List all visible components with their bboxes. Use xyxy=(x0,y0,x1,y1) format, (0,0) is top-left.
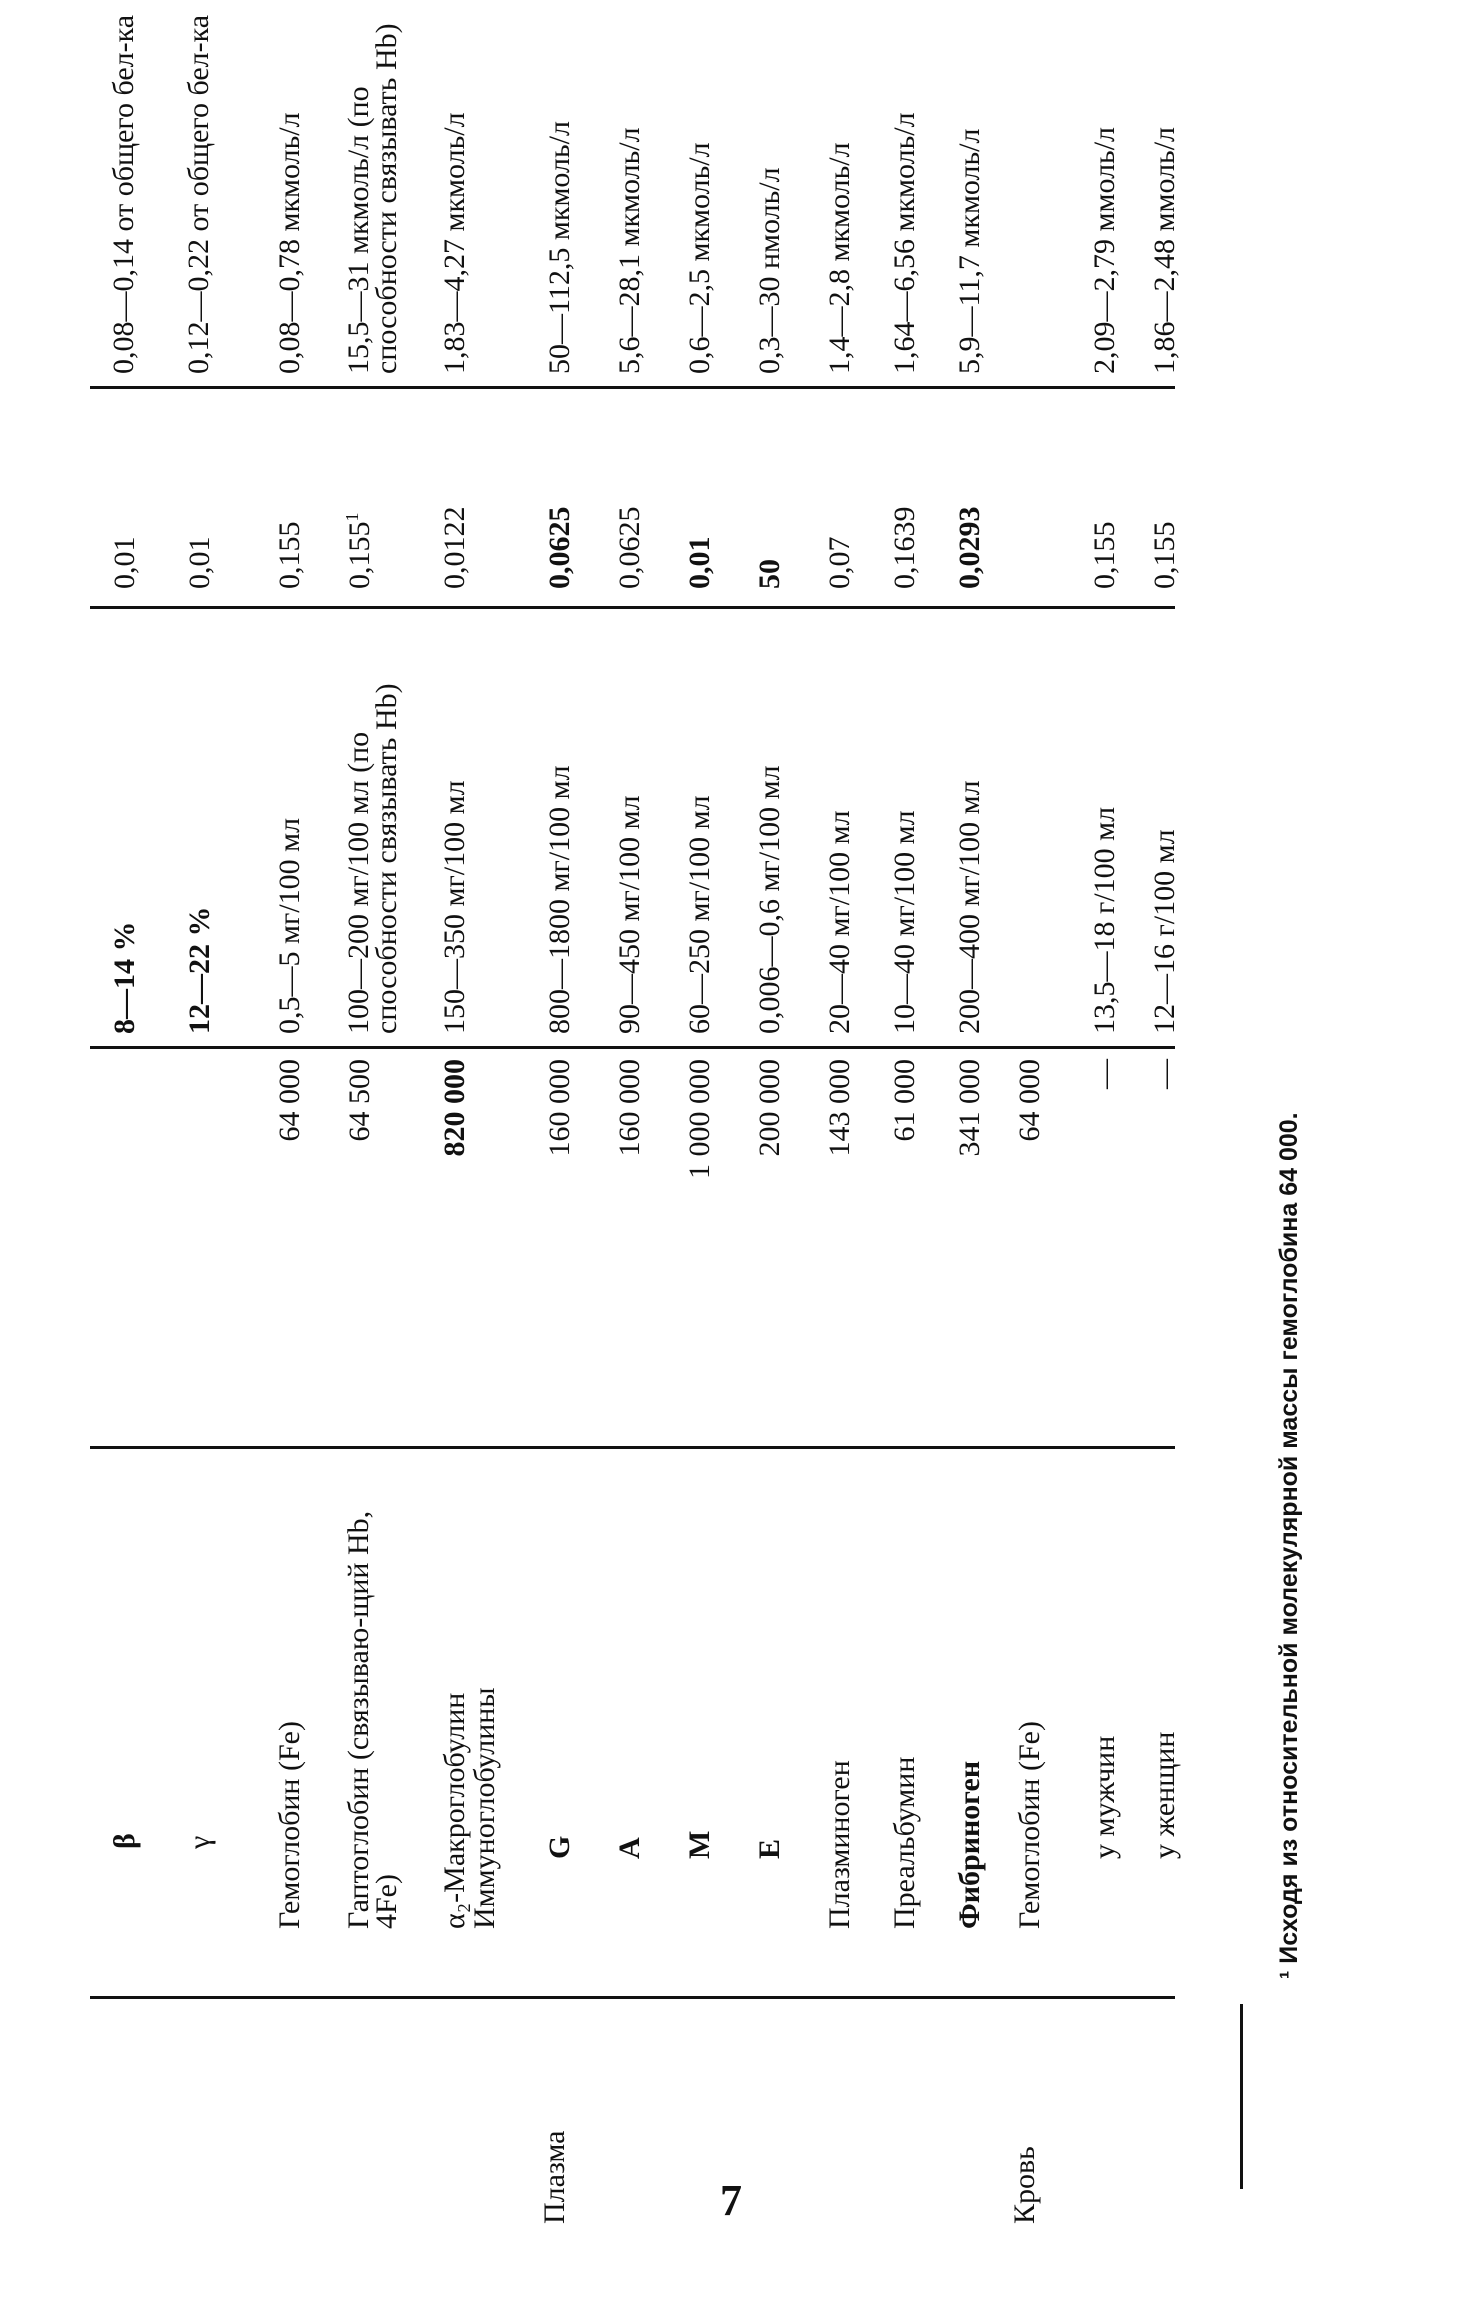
row-name: Преальбумин xyxy=(888,1756,921,1929)
row-mass: — xyxy=(1148,1059,1181,1089)
row-name: у женщин xyxy=(1148,1731,1181,1859)
row-name: у мужчин xyxy=(1088,1735,1121,1859)
row-norm: 0,006—0,6 мг/100 мл xyxy=(753,765,786,1034)
row-mass: 160 000 xyxy=(613,1059,646,1157)
row-norm: 150—350 мг/100 мл xyxy=(438,780,471,1034)
row-si: 50—112,5 мкмоль/л xyxy=(543,121,576,374)
row-name: β xyxy=(108,1833,141,1849)
row-si: 1,64—6,56 мкмоль/л xyxy=(888,112,921,374)
row-factor xyxy=(342,399,376,589)
group-plasma: Плазма xyxy=(538,2130,571,2224)
row-factor: 50 xyxy=(753,559,786,589)
footnote-rule xyxy=(1240,2004,1243,2189)
row-mass: 1 000 000 xyxy=(683,1059,716,1179)
row-mass: 64 500 xyxy=(343,1059,376,1142)
row-mass: 200 000 xyxy=(753,1059,786,1157)
row-factor: 0,01 xyxy=(683,536,716,589)
row-mass: 143 000 xyxy=(823,1059,856,1157)
row-si: 1,4—2,8 мкмоль/л xyxy=(823,142,856,374)
row-factor: 0,0625 xyxy=(613,506,646,589)
row-name: G xyxy=(543,1835,576,1859)
row-name: γ xyxy=(183,1835,216,1849)
row-name: Гемоглобин (Fe) xyxy=(273,1721,306,1929)
row-factor: 0,155 xyxy=(1088,521,1121,589)
row-mass: 341 000 xyxy=(953,1059,986,1157)
row-factor: 0,1639 xyxy=(888,506,921,589)
row-name: Гемоглобин (Fe) xyxy=(1013,1721,1046,1929)
row-si: 5,6—28,1 мкмоль/л xyxy=(613,127,646,374)
row-name: Иммуноглобулины xyxy=(468,1687,501,1929)
row-norm: 0,5—5 мг/100 мл xyxy=(273,817,306,1034)
row-name: M xyxy=(683,1830,716,1859)
row-factor: 0,0293 xyxy=(953,506,986,589)
row-mass: 160 000 xyxy=(543,1059,576,1157)
row-name: E xyxy=(753,1838,786,1859)
row-factor: 0,0625 xyxy=(543,506,576,589)
row-factor: 0,0122 xyxy=(438,506,471,589)
row-si: 0,3—30 нмоль/л xyxy=(753,167,786,374)
row-norm: 200—400 мг/100 мл xyxy=(953,780,986,1034)
group-blood: Кровь xyxy=(1008,2146,1041,2224)
factor-value: 0,155 xyxy=(343,521,376,589)
row-norm: 13,5—18 г/100 мл xyxy=(1088,806,1121,1034)
row-si: 2,09—2,79 ммоль/л xyxy=(1088,126,1121,374)
row-name: Гаптоглобин (связываю-щий Hb, 4Fe) xyxy=(342,1510,403,1929)
row-mass: 820 000 xyxy=(438,1059,471,1157)
row-factor: 0,07 xyxy=(823,536,856,589)
row-name: α₂-Макроглобулин xyxy=(438,1692,471,1929)
row-mass: — xyxy=(1088,1059,1121,1089)
row-si: 0,6—2,5 мкмоль/л xyxy=(683,142,716,374)
column-rule-1 xyxy=(90,1996,1175,1999)
row-norm: 12—22 % xyxy=(183,906,216,1034)
row-si: 0,08—0,78 мкмоль/л xyxy=(273,112,306,374)
row-factor: 0,155 xyxy=(1148,521,1181,589)
row-norm: 20—40 мг/100 мл xyxy=(823,810,856,1034)
row-norm: 10—40 мг/100 мл xyxy=(888,810,921,1034)
row-norm: 800—1800 мг/100 мл xyxy=(543,765,576,1034)
row-si: 5,9—11,7 мкмоль/л xyxy=(953,128,986,374)
row-norm: 90—450 мг/100 мл xyxy=(613,795,646,1034)
footnote: ¹ Исходя из относительной молекулярной массы гемоглобина 64 000. xyxy=(1275,1112,1303,1979)
row-si: 0,12—0,22 от общего бел-ка xyxy=(182,14,215,374)
row-si: 0,08—0,14 от общего бел-ка xyxy=(107,14,140,374)
row-norm: 100—200 мг/100 мл (по способности связывать Hb) xyxy=(342,683,403,1034)
column-rule-3 xyxy=(90,1046,1175,1049)
row-factor: 0,155 xyxy=(273,521,306,589)
row-mass: 64 000 xyxy=(273,1059,306,1142)
row-factor: 0,01 xyxy=(183,536,216,589)
row-norm: 8—14 % xyxy=(108,921,141,1034)
page-number: 7 xyxy=(720,2176,742,2225)
row-name: A xyxy=(613,1837,646,1859)
row-si: 1,83—4,27 мкмоль/л xyxy=(438,112,471,374)
row-norm: 12—16 г/100 мл xyxy=(1148,829,1181,1034)
row-mass: 61 000 xyxy=(888,1059,921,1142)
column-rule-5 xyxy=(90,386,1175,389)
row-si: 15,5—31 мкмоль/л (по способности связывать Hb) xyxy=(342,23,403,374)
row-si: 1,86—2,48 ммоль/л xyxy=(1148,126,1181,374)
row-norm: 60—250 мг/100 мл xyxy=(683,795,716,1034)
footnote-marker: 1 xyxy=(342,512,362,522)
row-mass: 64 000 xyxy=(1013,1059,1046,1142)
row-name: Плазминоген xyxy=(823,1760,856,1929)
row-name: Фибриноген xyxy=(953,1760,986,1929)
row-factor: 0,01 xyxy=(108,536,141,589)
